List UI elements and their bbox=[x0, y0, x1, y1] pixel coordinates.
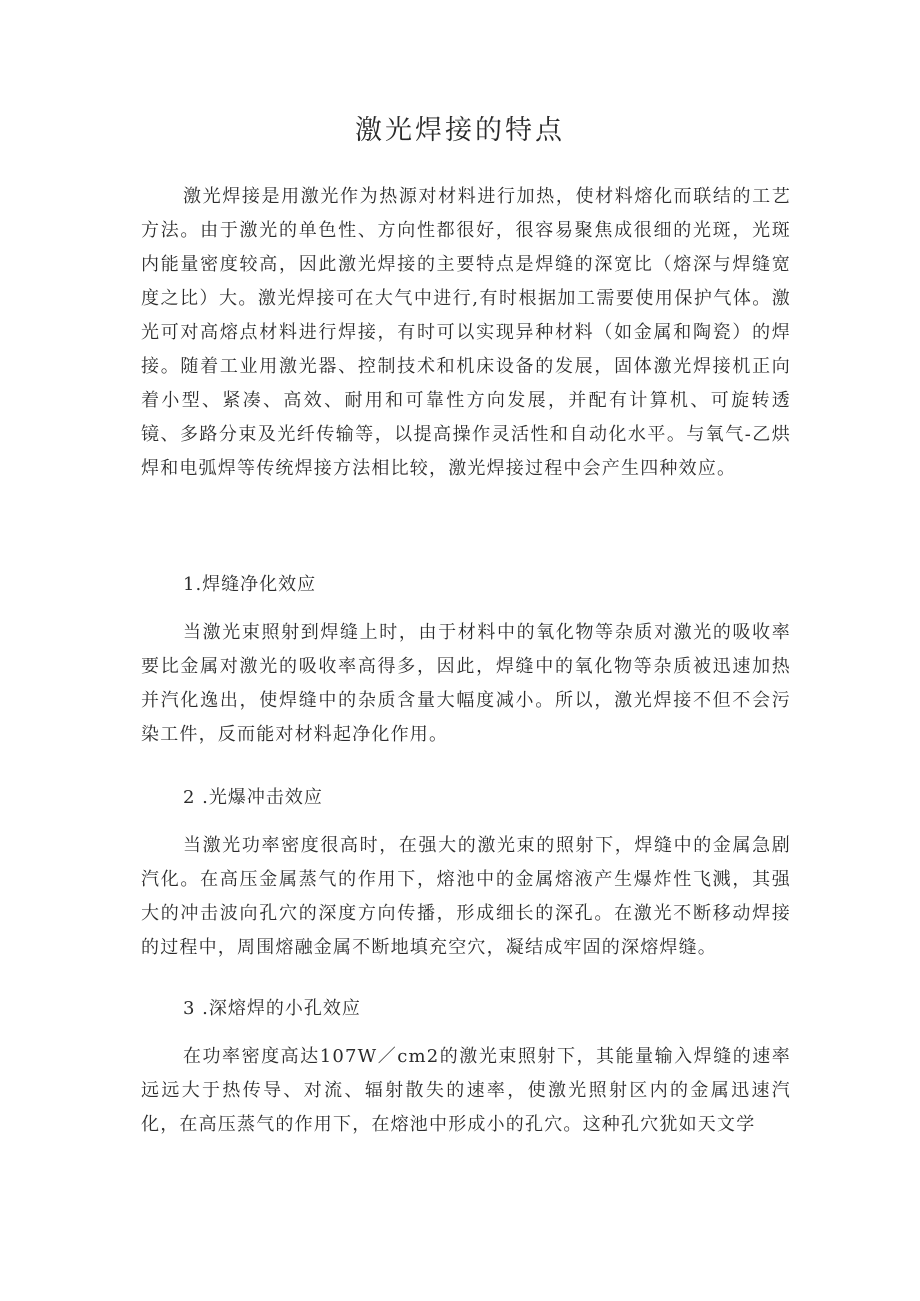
section-body-2: 当激光功率密度很高时，在强大的激光束的照射下，焊缝中的金属急剧汽化。在高压金属蒸气的作用下，熔池中的金属熔液产生爆炸性飞溅，其强大的冲击波向孔穴的深度方向传播，形成细长的深孔。在激光不断移动焊接的过程中，周围熔融金属不断地填充空穴，凝结成牢固的深熔焊缝。 bbox=[141, 835, 791, 958]
section-heading-3: 3 .深熔焊的小孔效应 bbox=[183, 998, 361, 1019]
section-body-3: 在功率密度高达107W／cm2的激光束照射下，其能量输入焊缝的速率远远大于热传导、对流、辐射散失的速率，使激光照射区内的金属迅速汽化，在高压蒸气的作用下，在熔池中形成小的孔穴。这种孔穴犹如天文学 bbox=[141, 1046, 791, 1135]
document-title: 激光焊接的特点 bbox=[355, 115, 565, 146]
section-body-1: 当激光束照射到焊缝上时，由于材料中的氧化物等杂质对激光的吸收率要比金属对激光的吸收率高得多，因此，焊缝中的氧化物等杂质被迅速加热并汽化逸出，使焊缝中的杂质含量大幅度减小。所以，激光焊接不但不会污染工件，反而能对材料起净化作用。 bbox=[141, 622, 791, 745]
section-heading-1: 1.焊缝净化效应 bbox=[183, 574, 317, 595]
section-heading-2: 2 .光爆冲击效应 bbox=[183, 787, 323, 808]
intro-paragraph: 激光焊接是用激光作为热源对材料进行加热，使材料熔化而联结的工艺方法。由于激光的单色性、方向性都很好，很容易聚焦成很细的光斑，光斑内能量密度较高，因此激光焊接的主要特点是焊缝的深宽比（熔深与焊缝宽度之比）大。激光焊接可在大气中进行,有时根据加工需要使用保护气体。激光可对高熔点材料进行焊接，有时可以实现异种材料（如金属和陶瓷）的焊接。随着工业用激光器、控制技术和机床设备的发展，固体激光焊接机正向着小型、紧凑、高效、耐用和可靠性方向发展，并配有计算机、可旋转透镜、多路分束及光纤传输等，以提高操作灵活性和自动化水平。与氧气-乙烘焊和电弧焊等传统焊接方法相比较，激光焊接过程中会产生四种效应。 bbox=[141, 186, 791, 479]
